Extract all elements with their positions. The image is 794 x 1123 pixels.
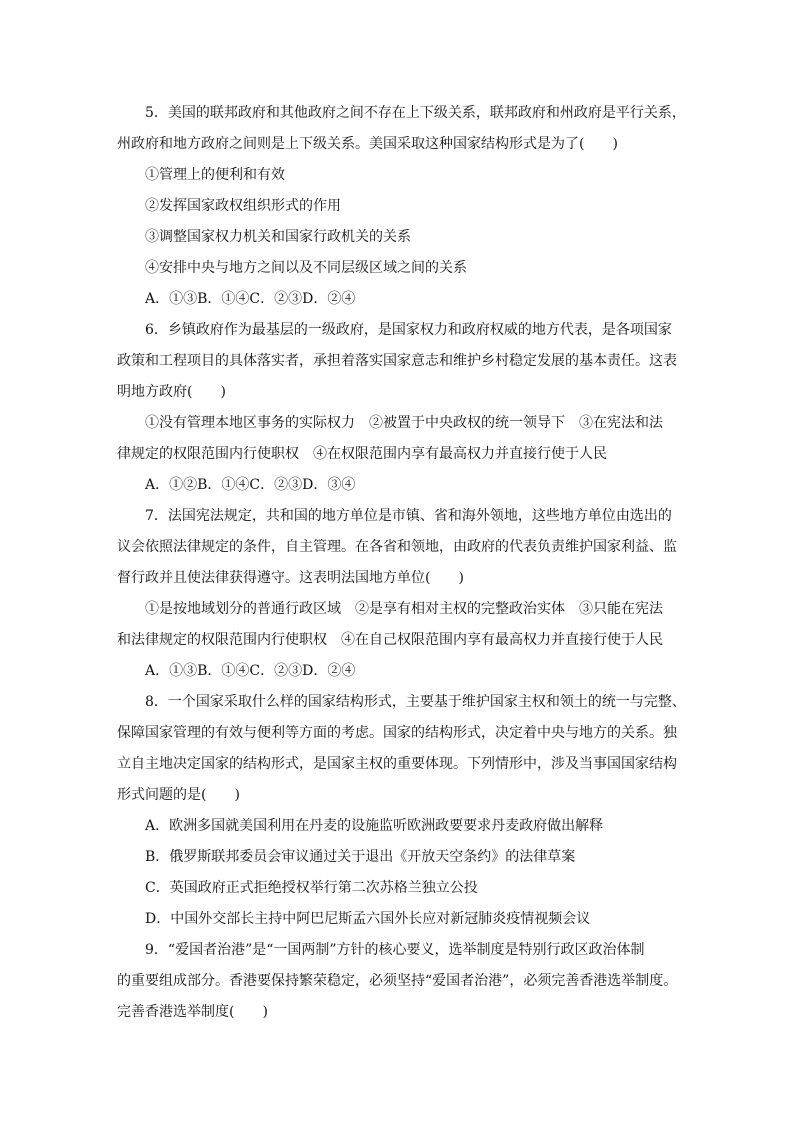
question-stem-line: 的重要组成部分。香港要保持繁荣稳定，必须坚持“爱国者治港”，必须完善香港选举制度。 xyxy=(117,973,678,989)
statement-item: 和法律规定的权限范围内行使职权 ④在自己权限范围内享有最高权力并直接行使于人民 xyxy=(117,632,663,648)
question-stem-line: 督行政并且使法律获得遵守。这表明法国地方单位( ) xyxy=(117,570,464,586)
question-stem-line: 政策和工程项目的具体落实者，承担着落实国家意志和维护乡村稳定发展的基本责任。这表 xyxy=(117,353,677,369)
statement-item: ②发挥国家政权组织形式的作用 xyxy=(145,198,341,214)
question-stem-line: 6．乡镇政府作为最基层的一级政府，是国家权力和政府权威的地方代表，是各项国家 xyxy=(145,322,672,338)
answer-option-b: B．俄罗斯联邦委员会审议通过关于退出《开放天空条约》的法律草案 xyxy=(145,849,576,865)
question-stem-line: 8．一个国家采取什么样的国家结构形式，主要基于维护国家主权和领土的统一与完整、 xyxy=(145,694,686,710)
document-page xyxy=(117,98,686,1028)
statement-item: ①是按地域划分的普通行政区域 ②是享有相对主权的完整政治实体 ③只能在宪法 xyxy=(145,601,663,617)
answer-choices: A．①③B．①④C．②③D．②④ xyxy=(145,663,356,679)
question-5 xyxy=(117,98,686,315)
question-7 xyxy=(117,501,677,687)
question-stem-line: 立自主地决定国家的结构形式，是国家主权的重要体现。下列情形中，涉及当事国国家结构 xyxy=(117,756,677,772)
question-9 xyxy=(117,935,677,1028)
answer-option-d: D．中国外交部长主持中阿巴尼斯孟六国外长应对新冠肺炎疫情视频会议 xyxy=(145,911,591,927)
statement-item: ③调整国家权力机关和国家行政机关的关系 xyxy=(145,229,411,245)
statement-item: ①管理上的便利和有效 xyxy=(145,167,285,183)
question-stem-line: 州政府和地方政府之间则是上下级关系。美国采取这种国家结构形式是为了( ) xyxy=(117,136,618,152)
answer-choices: A．①②B．①④C．②③D．③④ xyxy=(145,477,356,493)
question-stem-line: 明地方政府( ) xyxy=(117,384,226,400)
statement-item: ①没有管理本地区事务的实际权力 ②被置于中央政权的统一领导下 ③在宪法和法 xyxy=(145,415,663,431)
answer-option-c: C．英国政府正式拒绝授权举行第二次苏格兰独立公投 xyxy=(145,880,478,896)
answer-option-a: A．欧洲多国就美国利用在丹麦的设施监听欧洲政要要求丹麦政府做出解释 xyxy=(145,818,604,834)
question-stem-line: 9．“爱国者治港”是“一国两制”方针的核心要义，选举制度是特别行政区政治体制 xyxy=(145,942,645,958)
question-stem-line: 7．法国宪法规定，共和国的地方单位是市镇、省和海外领地，这些地方单位由选出的 xyxy=(145,508,672,524)
statement-item: 律规定的权限范围内行使职权 ④在权限范围内享有最高权力并直接行使于人民 xyxy=(117,446,607,462)
question-stem-line: 保障国家管理的有效与便利等方面的考虑。国家的结构形式，决定着中央与地方的关系。独 xyxy=(117,725,677,741)
question-stem-line: 完善香港选举制度( ) xyxy=(117,1004,268,1020)
statement-item: ④安排中央与地方之间以及不同层级区域之间的关系 xyxy=(145,260,467,276)
answer-choices: A．①③B．①④C．②③D．②④ xyxy=(145,291,356,307)
question-stem-line: 形式问题的是( ) xyxy=(117,787,240,803)
question-8 xyxy=(117,687,686,935)
question-stem-line: 议会依照法律规定的条件，自主管理。在各省和领地，由政府的代表负责维护国家利益、监 xyxy=(117,539,677,555)
question-stem-line: 5．美国的联邦政府和其他政府之间不存在上下级关系，联邦政府和州政府是平行关系， xyxy=(145,105,686,121)
question-6 xyxy=(117,315,677,501)
